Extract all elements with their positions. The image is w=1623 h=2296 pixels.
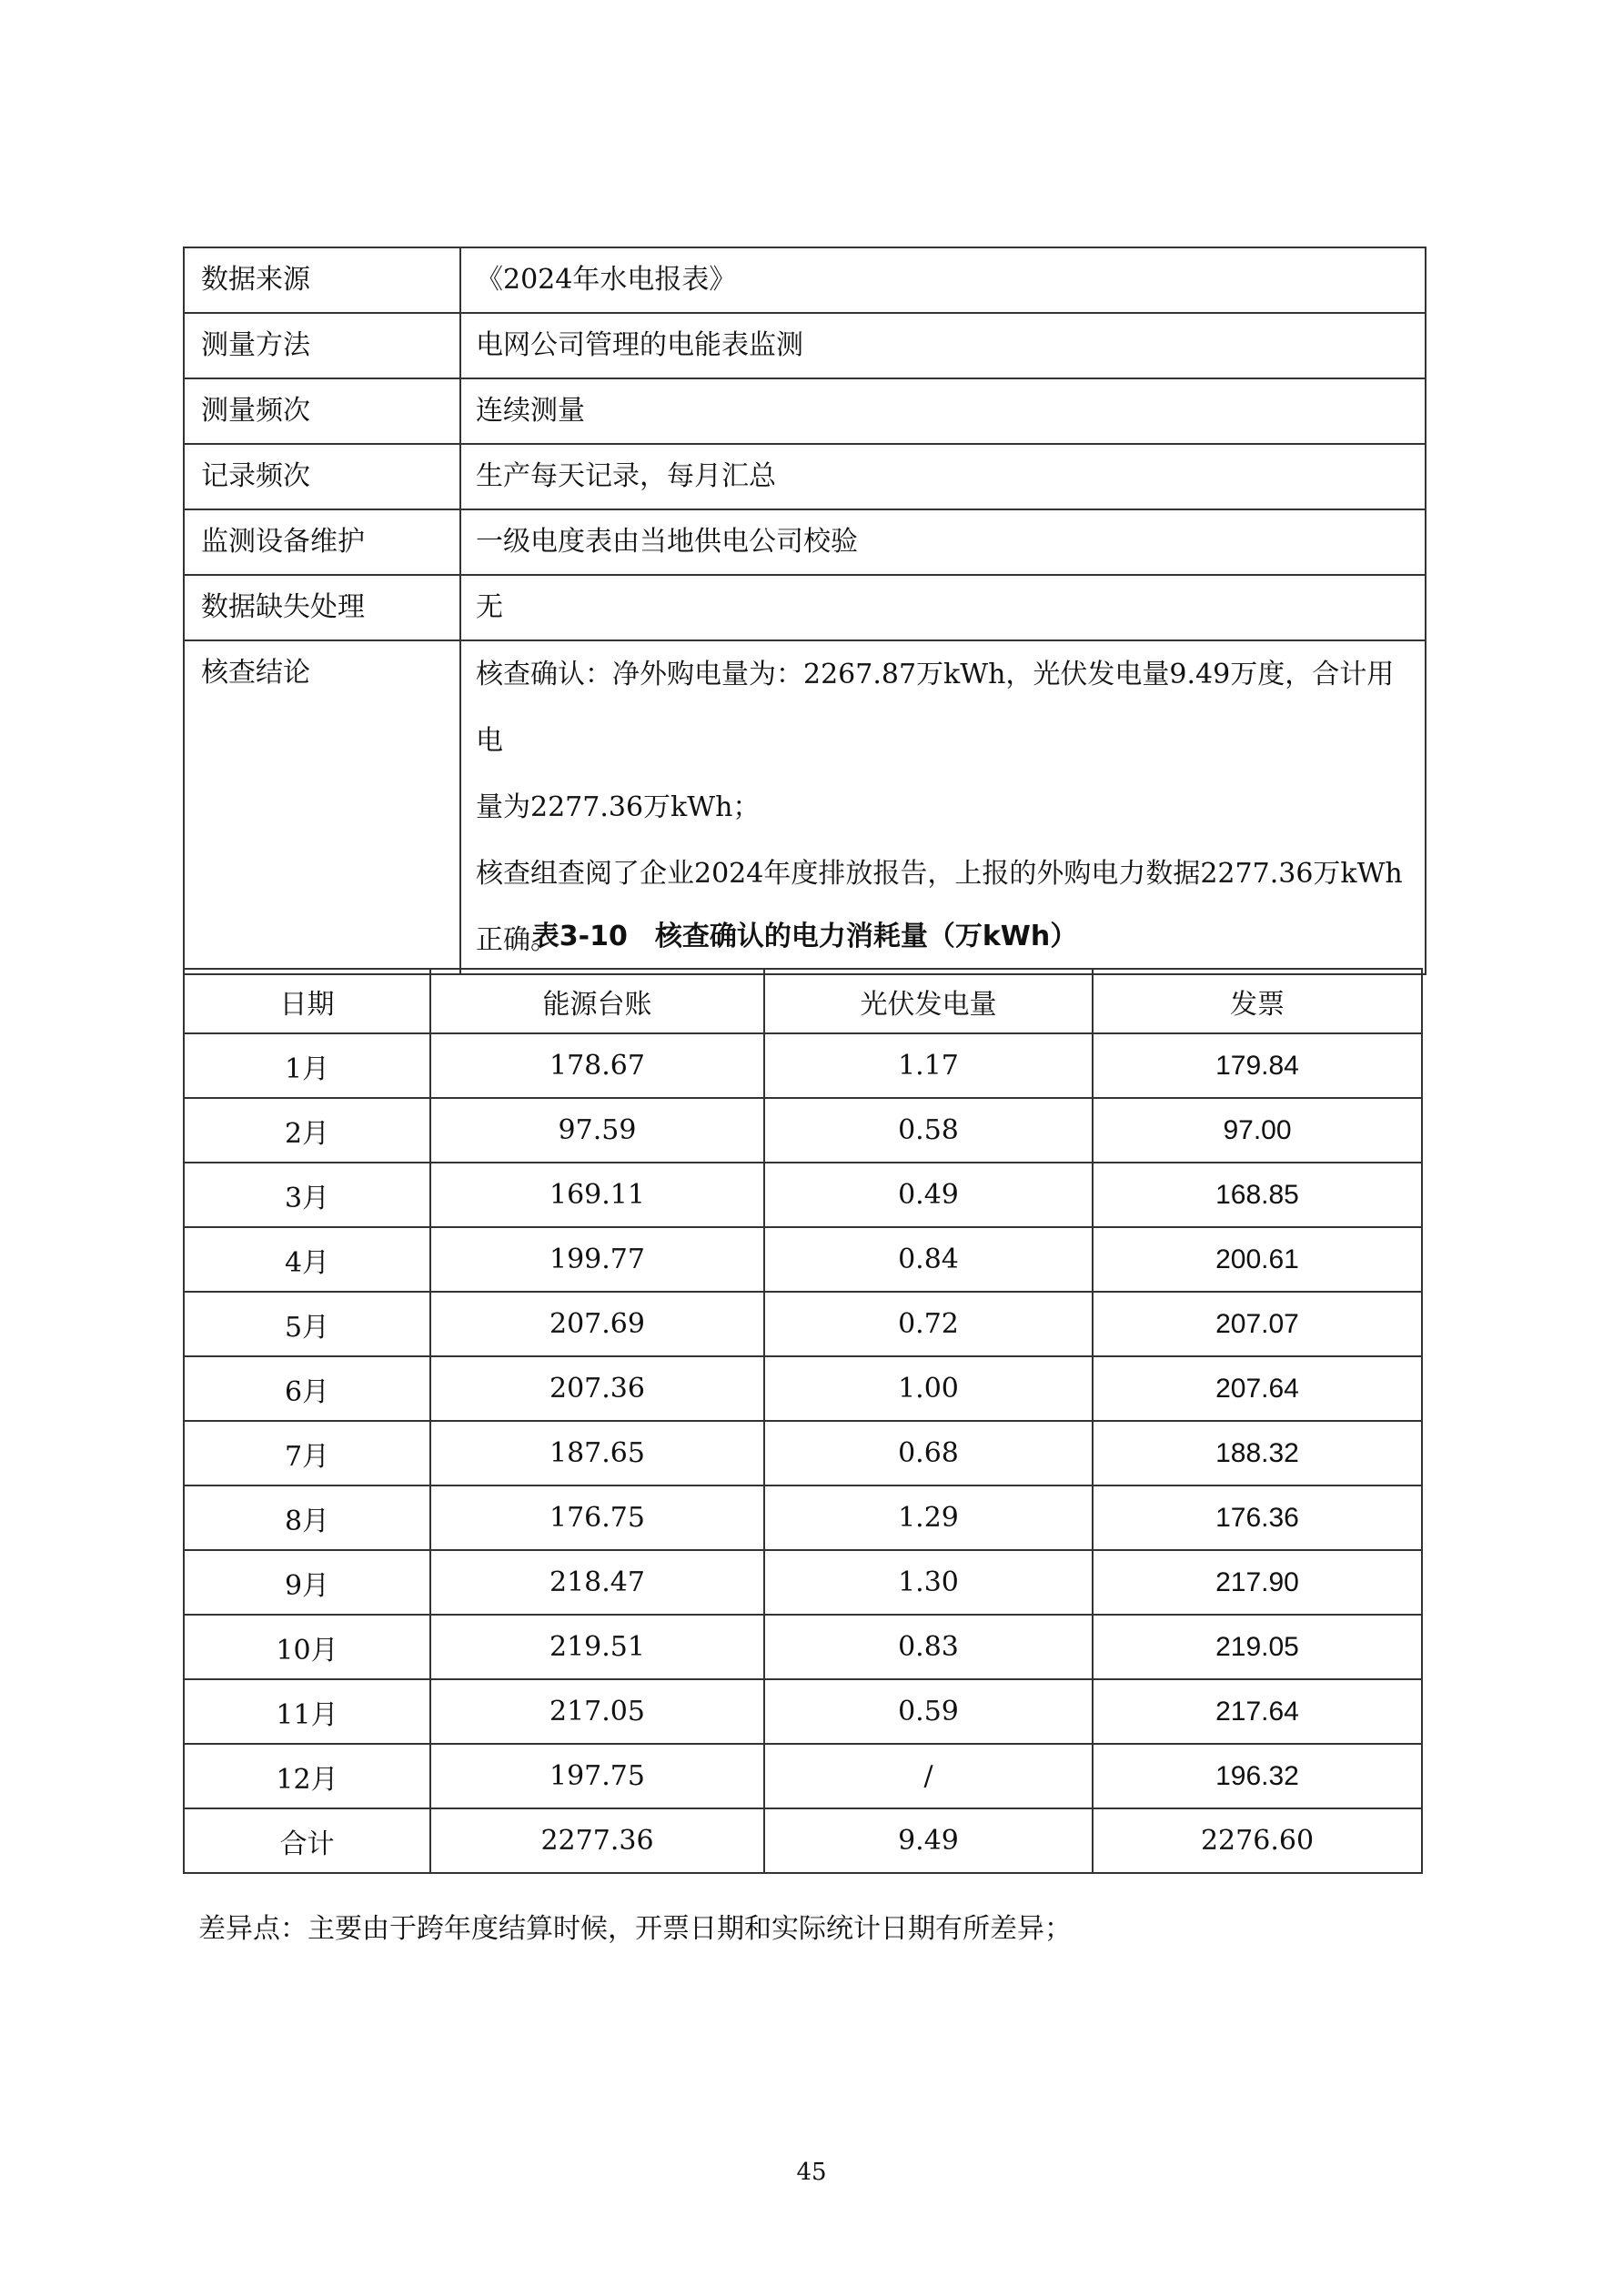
invoice-cell: 97.00 bbox=[1093, 1098, 1422, 1163]
info-label: 测量方法 bbox=[184, 313, 460, 378]
table-row bbox=[184, 1356, 1422, 1421]
date-cell: 11月 bbox=[184, 1679, 430, 1744]
pv-cell: 0.58 bbox=[764, 1098, 1093, 1163]
column-header: 日期 bbox=[184, 969, 430, 1033]
invoice-cell: 217.64 bbox=[1093, 1679, 1422, 1744]
ledger-cell: 207.69 bbox=[430, 1292, 764, 1356]
info-row-recording-frequency bbox=[184, 444, 1426, 509]
invoice-cell: 179.84 bbox=[1093, 1033, 1422, 1098]
invoice-cell: 207.07 bbox=[1093, 1292, 1422, 1356]
table-body bbox=[184, 1033, 1422, 1873]
ledger-cell: 169.11 bbox=[430, 1163, 764, 1227]
date-cell: 6月 bbox=[184, 1356, 430, 1421]
pv-cell: 0.83 bbox=[764, 1615, 1093, 1679]
pv-cell: 1.00 bbox=[764, 1356, 1093, 1421]
pv-cell: 1.17 bbox=[764, 1033, 1093, 1098]
table-row bbox=[184, 1615, 1422, 1679]
monitoring-info-table bbox=[183, 247, 1426, 975]
table-row bbox=[184, 1421, 1422, 1485]
conclusion-line: 正确。 bbox=[476, 924, 558, 956]
ledger-cell: 178.67 bbox=[430, 1033, 764, 1098]
info-value: 一级电度表由当地供电公司校验 bbox=[460, 509, 1426, 575]
info-row-measurement-method bbox=[184, 313, 1426, 378]
info-label: 监测设备维护 bbox=[184, 509, 460, 575]
table-row bbox=[184, 1550, 1422, 1615]
ledger-cell: 187.65 bbox=[430, 1421, 764, 1485]
info-value: 连续测量 bbox=[460, 378, 1426, 444]
invoice-cell: 168.85 bbox=[1093, 1163, 1422, 1227]
date-cell: 7月 bbox=[184, 1421, 430, 1485]
info-label: 核查结论 bbox=[184, 640, 460, 974]
info-value: 无 bbox=[460, 575, 1426, 640]
date-cell: 12月 bbox=[184, 1744, 430, 1808]
invoice-cell: 217.90 bbox=[1093, 1550, 1422, 1615]
date-cell: 合计 bbox=[184, 1808, 430, 1873]
invoice-cell: 2276.60 bbox=[1093, 1808, 1422, 1873]
table-row bbox=[184, 1163, 1422, 1227]
date-cell: 1月 bbox=[184, 1033, 430, 1098]
info-label: 测量频次 bbox=[184, 378, 460, 444]
table-row bbox=[184, 1485, 1422, 1550]
conclusion-line: 量为2277.36万kWh； bbox=[476, 791, 761, 823]
table-row bbox=[184, 1679, 1422, 1744]
info-row-equipment-maintenance bbox=[184, 509, 1426, 575]
invoice-cell: 196.32 bbox=[1093, 1744, 1422, 1808]
invoice-cell: 219.05 bbox=[1093, 1615, 1422, 1679]
info-label: 记录频次 bbox=[184, 444, 460, 509]
column-header: 光伏发电量 bbox=[764, 969, 1093, 1033]
info-value: 生产每天记录，每月汇总 bbox=[460, 444, 1426, 509]
date-cell: 10月 bbox=[184, 1615, 430, 1679]
table-total-row bbox=[184, 1808, 1422, 1873]
invoice-cell: 207.64 bbox=[1093, 1356, 1422, 1421]
date-cell: 2月 bbox=[184, 1098, 430, 1163]
info-value: 《2024年水电报表》 bbox=[460, 247, 1426, 313]
ledger-cell: 217.05 bbox=[430, 1679, 764, 1744]
table-row bbox=[184, 1098, 1422, 1163]
ledger-cell: 2277.36 bbox=[430, 1808, 764, 1873]
table-row bbox=[184, 1033, 1422, 1098]
pv-cell: 0.72 bbox=[764, 1292, 1093, 1356]
pv-cell: 0.68 bbox=[764, 1421, 1093, 1485]
table-row bbox=[184, 1227, 1422, 1292]
pv-cell: 1.30 bbox=[764, 1550, 1093, 1615]
date-cell: 5月 bbox=[184, 1292, 430, 1356]
pv-cell: 0.59 bbox=[764, 1679, 1093, 1744]
column-header: 发票 bbox=[1093, 969, 1422, 1033]
ledger-cell: 219.51 bbox=[430, 1615, 764, 1679]
column-header: 能源台账 bbox=[430, 969, 764, 1033]
info-row-missing-data bbox=[184, 575, 1426, 640]
pv-cell: 9.49 bbox=[764, 1808, 1093, 1873]
date-cell: 9月 bbox=[184, 1550, 430, 1615]
discrepancy-note: 差异点：主要由于跨年度结算时候，开票日期和实际统计日期有所差异； bbox=[198, 1913, 1072, 1945]
ledger-cell: 218.47 bbox=[430, 1550, 764, 1615]
table-header-row bbox=[184, 969, 1422, 1033]
electricity-consumption-table bbox=[183, 968, 1423, 1874]
ledger-cell: 199.77 bbox=[430, 1227, 764, 1292]
pv-cell: 0.84 bbox=[764, 1227, 1093, 1292]
invoice-cell: 188.32 bbox=[1093, 1421, 1422, 1485]
invoice-cell: 176.36 bbox=[1093, 1485, 1422, 1550]
date-cell: 4月 bbox=[184, 1227, 430, 1292]
date-cell: 8月 bbox=[184, 1485, 430, 1550]
pv-cell: 1.29 bbox=[764, 1485, 1093, 1550]
ledger-cell: 207.36 bbox=[430, 1356, 764, 1421]
pv-cell: 0.49 bbox=[764, 1163, 1093, 1227]
pv-cell: / bbox=[764, 1744, 1093, 1808]
table-caption: 表3-10 核查确认的电力消耗量（万kWh） bbox=[531, 921, 1078, 952]
info-label: 数据缺失处理 bbox=[184, 575, 460, 640]
invoice-cell: 200.61 bbox=[1093, 1227, 1422, 1292]
info-row-data-source bbox=[184, 247, 1426, 313]
table-row bbox=[184, 1292, 1422, 1356]
ledger-cell: 197.75 bbox=[430, 1744, 764, 1808]
page-number: 45 bbox=[796, 2159, 827, 2186]
conclusion-line: 核查组查阅了企业2024年度排放报告，上报的外购电力数据2277.36万kWh bbox=[476, 858, 1403, 890]
info-row-measurement-frequency bbox=[184, 378, 1426, 444]
table-row bbox=[184, 1744, 1422, 1808]
ledger-cell: 97.59 bbox=[430, 1098, 764, 1163]
info-value: 电网公司管理的电能表监测 bbox=[460, 313, 1426, 378]
date-cell: 3月 bbox=[184, 1163, 430, 1227]
conclusion-line: 核查确认：净外购电量为：2267.87万kWh，光伏发电量9.49万度，合计用电 bbox=[476, 659, 1395, 757]
info-label: 数据来源 bbox=[184, 247, 460, 313]
ledger-cell: 176.75 bbox=[430, 1485, 764, 1550]
